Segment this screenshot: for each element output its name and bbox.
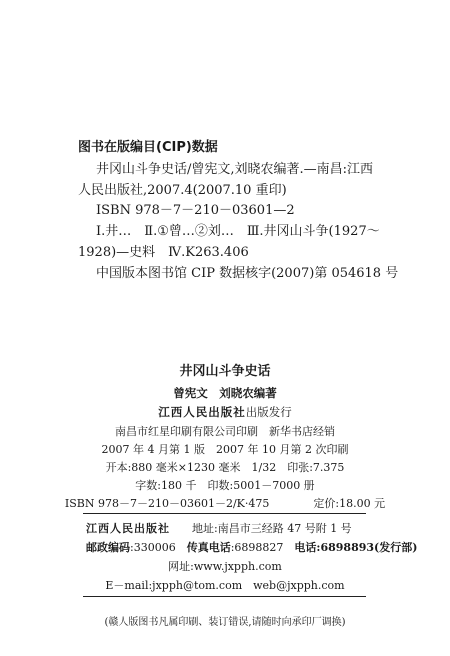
contact-publisher-name: 江西人民出版社	[86, 522, 170, 535]
cip-line-2: 人民出版社,2007.4(2007.10 重印)	[78, 183, 287, 198]
phone: :6898893(发行部)	[316, 541, 418, 554]
publisher-line	[0, 404, 450, 420]
cip-line-3: ISBN 978－7－210－03601—2	[96, 203, 295, 218]
cip-line-6: 中国版本图书馆 CIP 数据核字(2007)第 054618 号	[96, 266, 399, 281]
contact-address: 地址:南昌市三经路 47 号附 1 号	[192, 522, 352, 535]
cip-line-5: 1928)—史料 Ⅳ.K263.406	[78, 245, 249, 260]
website: 网址:www.jxpph.com	[168, 560, 282, 573]
replacement-notice: (赣人版图书凡属印刷、装订错误,请随时向承印厂调换)	[104, 617, 346, 628]
editions-line: 2007 年 4 月第 1 版 2007 年 10 月第 2 次印刷	[101, 443, 349, 456]
postcode: :330006	[130, 541, 176, 554]
format-line: 开本:880 毫米×1230 毫米 1/32 印张:7.375	[105, 461, 345, 474]
email: E－mail:jxpph@tom.com web@jxpph.com	[105, 579, 345, 592]
cip-line-1: 井冈山斗争史话/曾宪文,刘晓农编著.—南昌:江西	[96, 162, 374, 177]
postcode-label: 邮政编码	[86, 541, 130, 554]
publisher-suffix: 出版发行	[245, 405, 292, 419]
cip-heading: 图书在版编目(CIP)数据	[78, 140, 218, 155]
contact-line-2	[86, 539, 417, 555]
fax: :6898827	[230, 541, 284, 554]
contact-line-1	[86, 520, 352, 536]
divider-top	[83, 513, 366, 514]
authors: 曾宪文 刘晓农编著	[173, 386, 277, 400]
isbn-price-line	[0, 495, 450, 511]
printer-line: 南昌市红星印刷有限公司印刷 新华书店经销	[115, 425, 335, 438]
phone-label: 电话	[294, 541, 317, 554]
divider-bottom	[83, 596, 366, 597]
cip-line-4: Ⅰ.井… Ⅱ.①曾…②刘… Ⅲ.井冈山斗争(1927～	[96, 224, 380, 239]
price: 定价:18.00 元	[313, 497, 386, 510]
book-title: 井冈山斗争史话	[179, 364, 271, 379]
fax-label: 传真电话	[186, 541, 231, 554]
isbn: ISBN 978－7－210－03601－2/K·475	[64, 497, 270, 510]
publisher-name: 江西人民出版社	[158, 405, 246, 419]
words-line: 字数:180 千 印数:5001－7000 册	[135, 479, 315, 492]
